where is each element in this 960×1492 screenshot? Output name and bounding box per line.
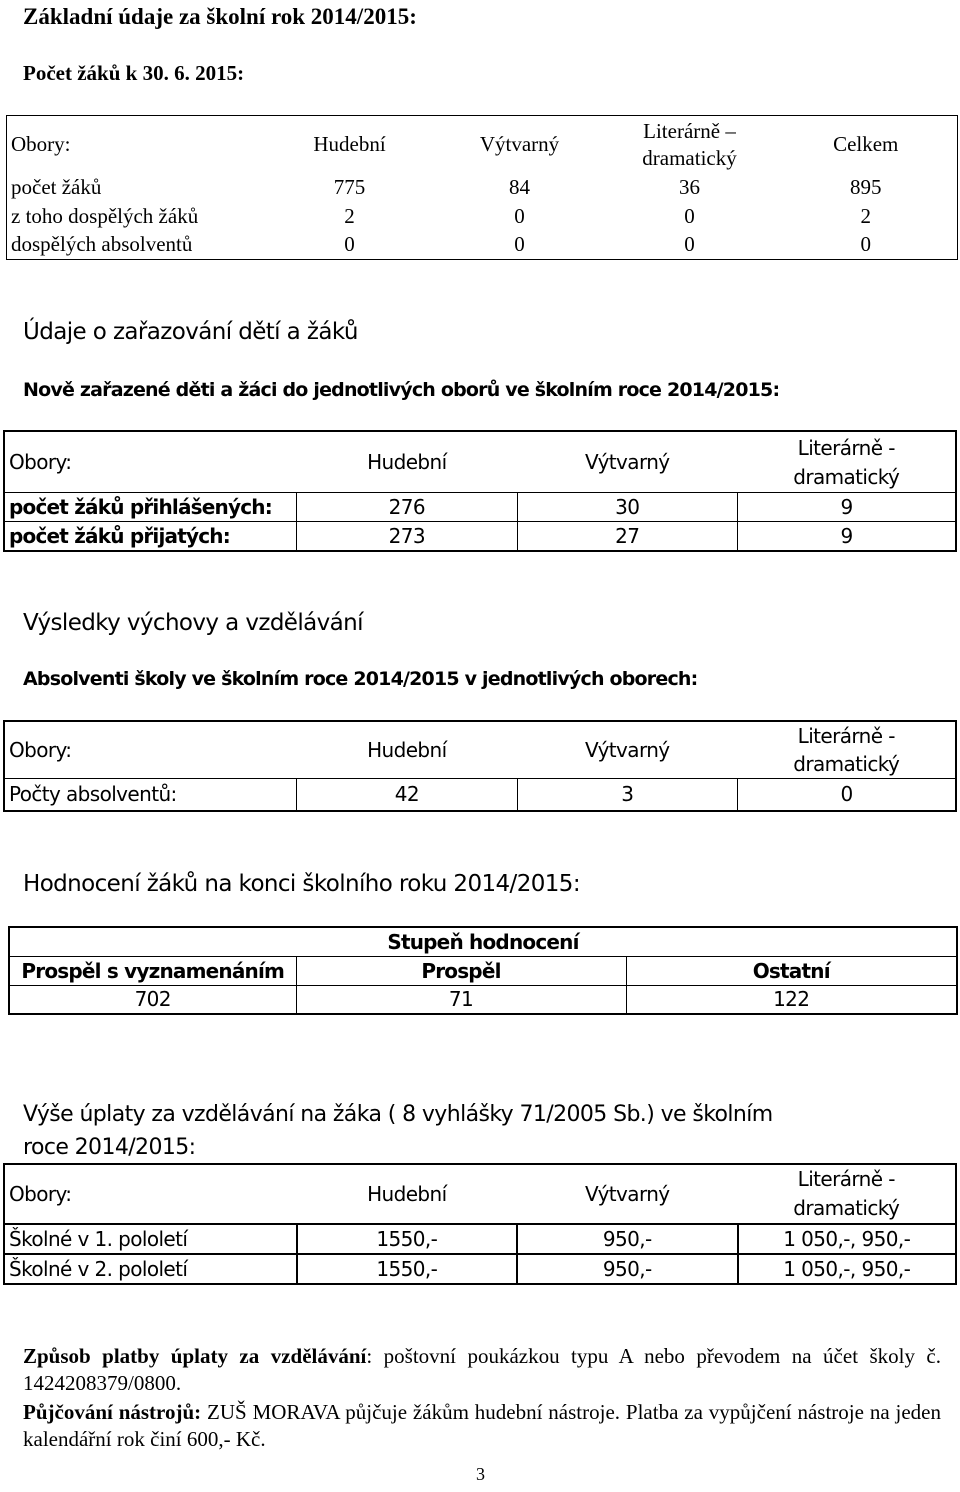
row-label: dospělých absolventů [11,232,193,257]
table-cell: 0 [684,203,695,228]
header-cell [605,116,775,173]
table-cell: 27 [517,522,737,551]
table-header-row [9,927,957,956]
table-cell: 9 [738,493,956,522]
header-cell: Hudební [367,1182,447,1206]
table-cell: 9 [738,522,956,551]
table-cell: 0 [738,779,956,811]
row-label: počet žáků [11,174,102,199]
table-row [4,493,956,522]
header-text: dramatický [793,752,900,776]
table-cell: 0 [860,232,871,257]
page-number: 3 [476,1464,485,1484]
table-row [7,172,958,201]
table-cell: 42 [297,779,517,811]
fees-title-line2: roce 2014/2015: [23,1135,196,1160]
table-cell: 84 [509,174,530,199]
table-row [4,779,956,811]
header-text: dramatický [642,146,737,170]
graduates-table [3,720,957,812]
admission-title: Údaje o zařazování dětí a žáků [23,319,358,345]
table-header-row [4,721,956,779]
header-cell: Výtvarný [585,1182,670,1206]
table-cell: 273 [297,522,517,551]
fees-title-line1: Výše úplaty za vzdělávání na žáka ( 8 vyhlášky 71/2005 Sb.) ve školním [23,1102,773,1127]
header-cell: Hudební [367,738,447,762]
table-cell: 0 [684,232,695,257]
table-cell: 950,- [517,1224,737,1254]
table-cell: 122 [626,985,957,1014]
header-text: dramatický [793,1196,900,1220]
evaluation-title: Hodnocení žáků na konci školního roku 2014/2015: [23,871,580,897]
table-cell: 71 [296,985,626,1014]
header-cell [738,431,956,493]
payment-text: : poštovní poukázkou typu A nebo převodem na účet školy č. 1424208379/0800. [23,1344,941,1395]
header-cell [738,1164,956,1224]
instruments-paragraph [23,1399,941,1453]
header-cell: Celkem [833,132,899,156]
table-cell: 30 [517,493,737,522]
instruments-text: ZUŠ MORAVA půjčuje žákům hudební nástroje. Platba za vypůjčení nástroje na jeden kalendářní rok činí 600,- Kč. [23,1400,941,1451]
table-cell: 2 [344,203,355,228]
table-cell: 3 [517,779,737,811]
header-text: Literárně - [797,724,895,748]
header-text: Literárně – [643,119,736,143]
admission-subtitle: Nově zařazené děti a žáci do jednotlivých oborů ve školním roce 2014/2015: [23,379,780,401]
table-header-row [4,431,956,493]
table-header-row [4,1164,956,1224]
header-cell: Obory: [11,132,71,156]
table-cell: 1550,- [297,1254,517,1284]
row-label: počet žáků přijatých: [4,522,297,551]
table-cell: 276 [297,493,517,522]
header-text: dramatický [793,465,900,489]
table-row [7,201,958,230]
payment-paragraph [23,1343,941,1397]
header-cell: Výtvarný [585,738,670,762]
payment-label: Způsob platby úplaty za vzdělávání [23,1344,367,1368]
header-cell: Ostatní [626,956,957,985]
header-cell: Prospěl s vyznamenáním [9,956,296,985]
admission-table [3,430,957,552]
row-label: Počty absolventů: [4,779,297,811]
header-cell: Hudební [313,132,386,156]
graduates-title: Výsledky výchovy a vzdělávání [23,610,363,636]
table-cell: 36 [679,174,700,199]
header-cell [738,721,956,779]
row-label: počet žáků přihlášených: [4,493,297,522]
row-label: Školné v 1. pololetí [4,1224,297,1254]
fees-table [3,1163,957,1285]
header-cell: Hudební [367,450,447,474]
row-label: Školné v 2. pololetí [4,1254,297,1284]
table-cell: 1550,- [297,1224,517,1254]
table-row [9,985,957,1014]
table-cell: 702 [9,985,296,1014]
header-cell: Výtvarný [479,132,560,156]
table-cell: 775 [333,174,366,199]
table-cell: 1 050,-, 950,- [738,1224,956,1254]
table-cell: 895 [850,174,882,199]
table-header-row [7,116,958,173]
table-cell: 2 [860,203,871,228]
header-cell: Obory: [9,738,72,762]
enrolment-table [6,115,958,260]
table-cell: 0 [514,232,525,257]
row-label: z toho dospělých žáků [11,203,199,228]
header-cell: Obory: [9,1182,72,1206]
table-row [4,1224,956,1254]
table-cell: 0 [344,232,355,257]
table-row [4,1254,956,1284]
table-cell: 1 050,-, 950,- [738,1254,956,1284]
header-text: Literárně - [797,1167,895,1191]
group-header: Stupeň hodnocení [387,929,579,954]
header-cell: Výtvarný [585,450,670,474]
evaluation-table [8,926,958,1015]
table-row [7,230,958,259]
header-text: Literárně - [797,436,895,460]
table-header-row [9,956,957,985]
header-cell: Obory: [9,450,72,474]
instruments-label: Půjčování nástrojů: [23,1400,202,1424]
graduates-subtitle: Absolventi školy ve školním roce 2014/2015 v jednotlivých oborech: [23,668,698,690]
table-cell: 0 [514,203,525,228]
table-row [4,522,956,551]
page-heading: Základní údaje za školní rok 2014/2015: [23,4,417,29]
header-cell: Prospěl [296,956,626,985]
table-cell: 950,- [517,1254,737,1284]
enrolment-subtitle: Počet žáků k 30. 6. 2015: [23,61,245,85]
